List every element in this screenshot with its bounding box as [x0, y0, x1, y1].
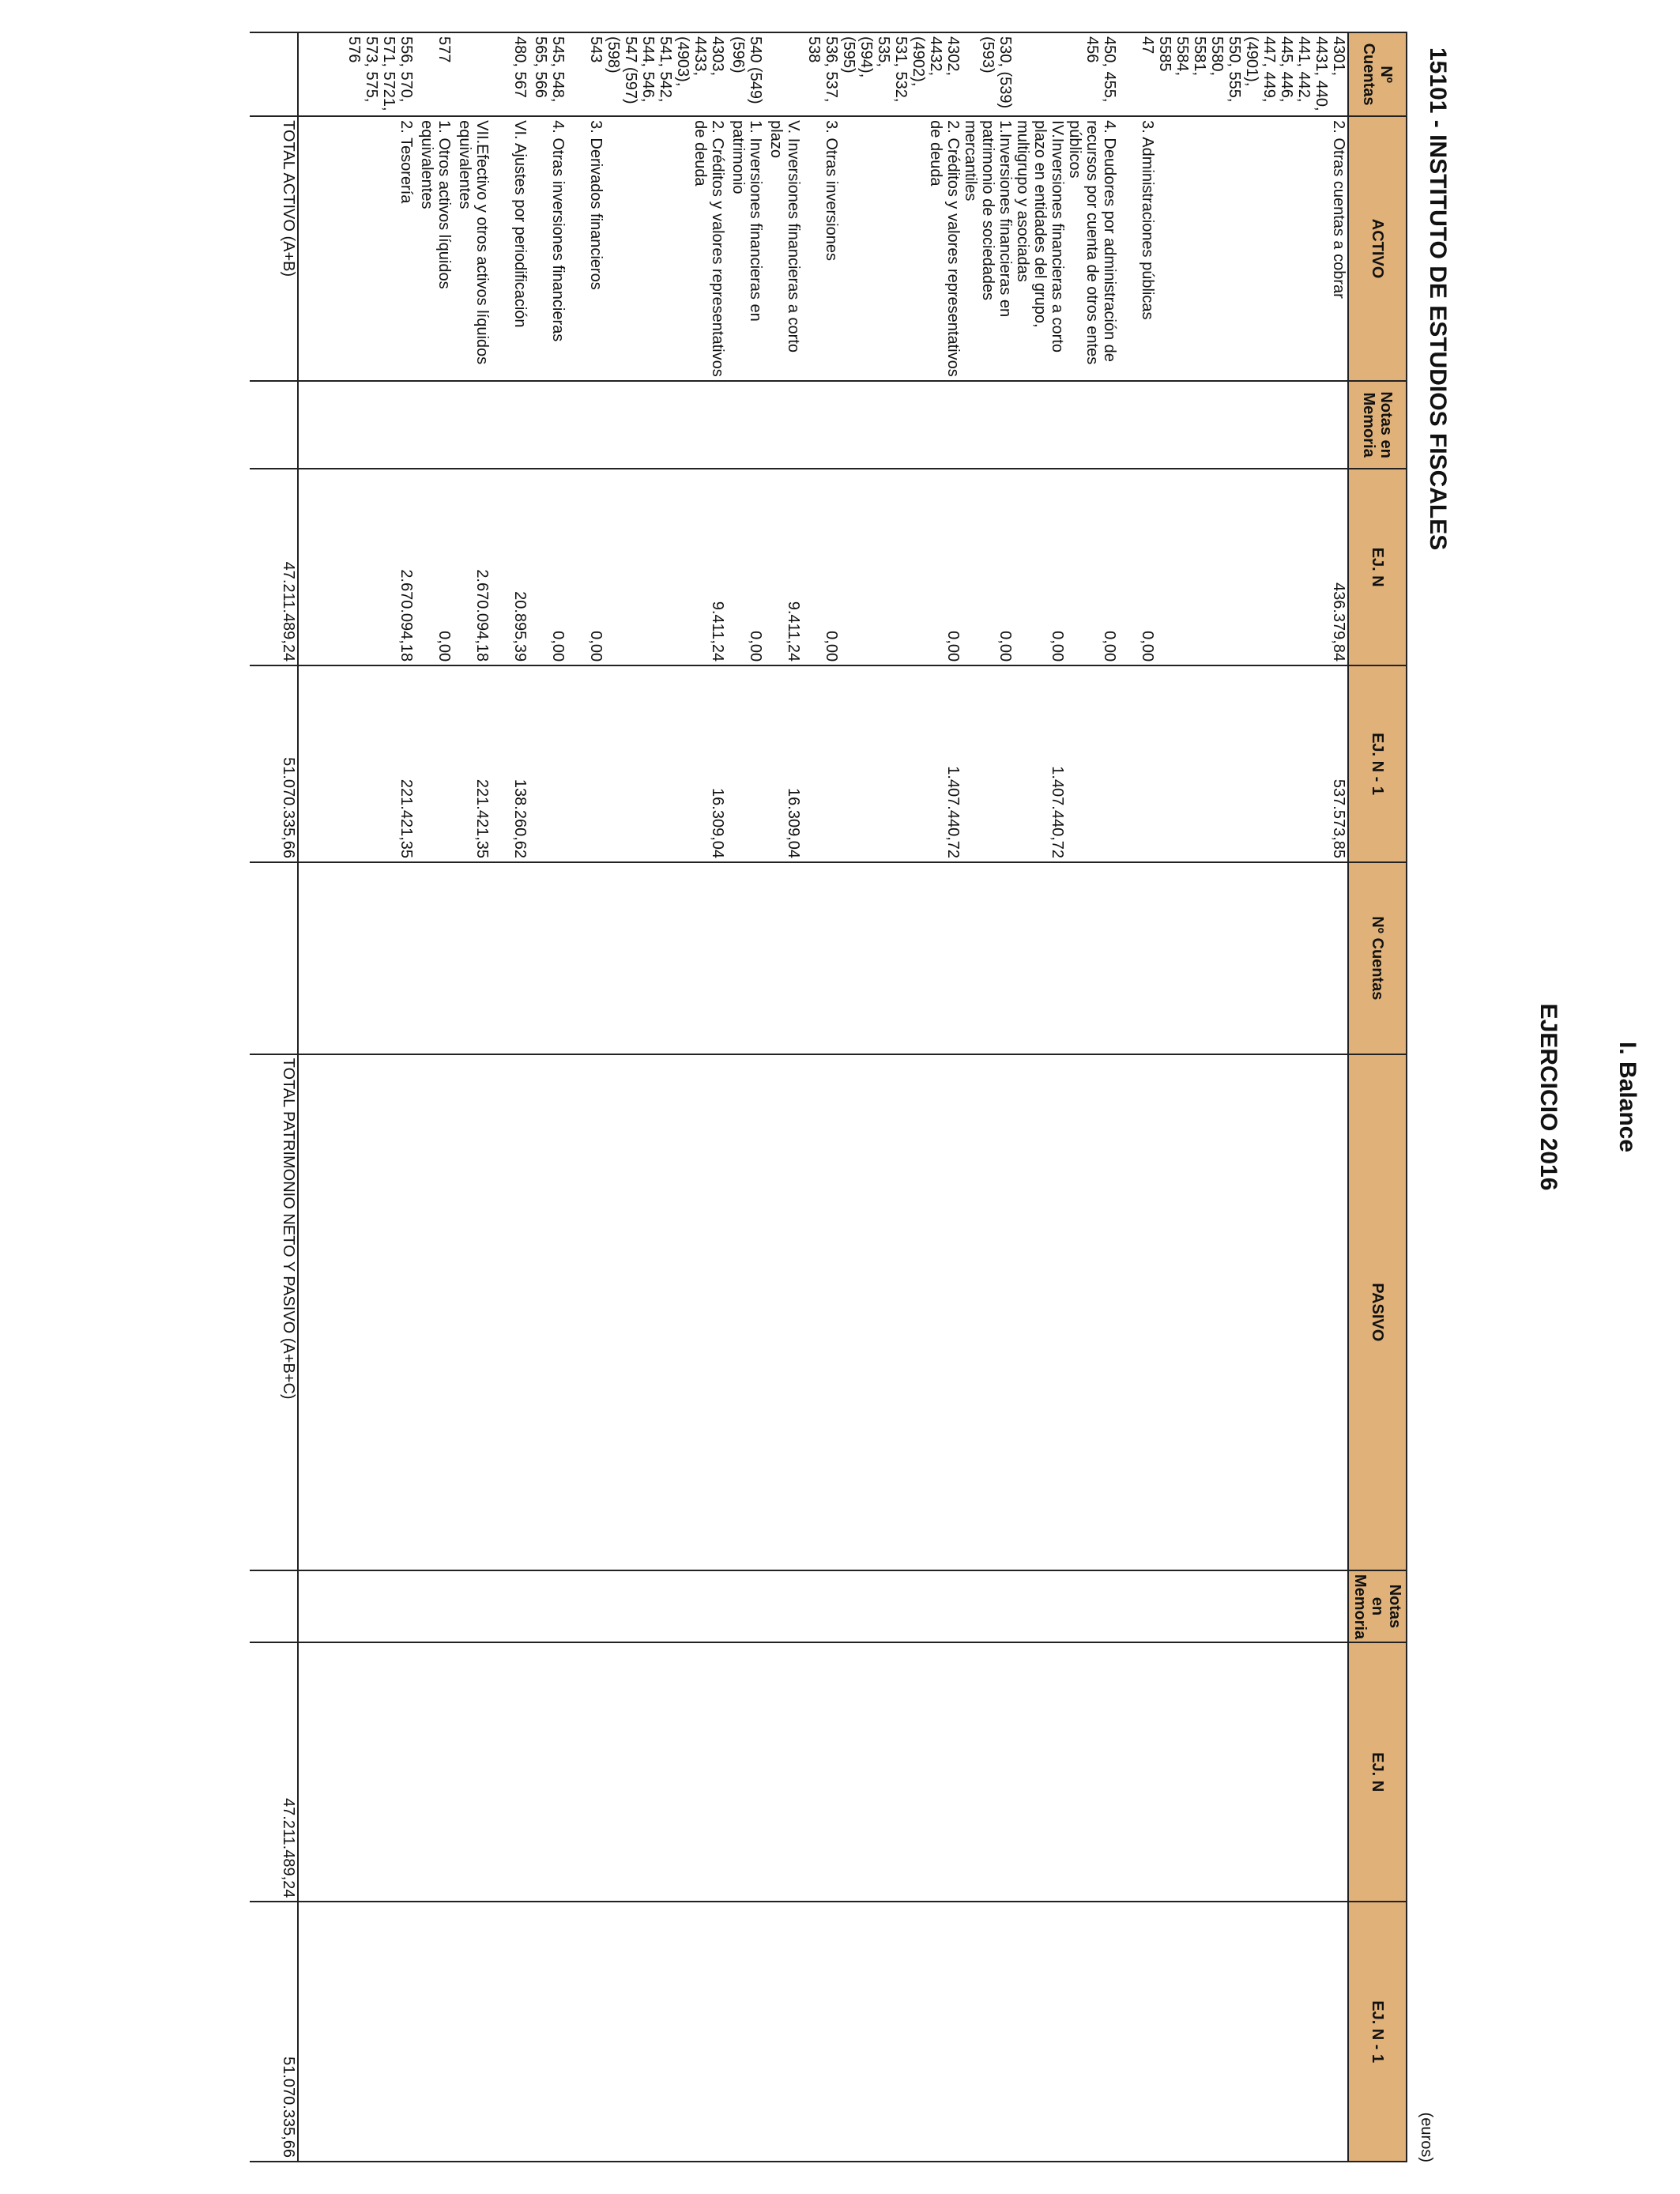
row-ej-n-pasivo [1118, 1642, 1156, 1902]
row-ej-n1-pasivo [1014, 1902, 1066, 2162]
row-ej-n1-pasivo [605, 1902, 726, 2162]
balance-rows [250, 32, 1348, 2162]
row-ej-n: 0,00 [415, 469, 453, 665]
row-cuentas [764, 32, 802, 116]
row-cuentas-pasivo [345, 862, 415, 1054]
total-notas-pasivo [250, 1570, 298, 1642]
row-ej-n1-pasivo [764, 1902, 802, 2162]
row-concepto: VII.Efectivo y otros activos líquidos equivalentes [453, 116, 491, 381]
currency-units: (euros) [1418, 2112, 1435, 2162]
row-ej-n1-pasivo [567, 1902, 605, 2162]
row-ej-n1-pasivo [726, 1902, 764, 2162]
row-ej-n1: 221.421,35 [453, 665, 491, 862]
row-pasivo [529, 1054, 567, 1570]
total-pasivo-n1: 51.070.335,66 [250, 1902, 298, 2162]
filler-cell [298, 116, 345, 381]
row-notas-pasivo [1066, 1570, 1118, 1642]
table-header [1348, 32, 1407, 2162]
filler-cell [298, 381, 345, 469]
row-pasivo [1066, 1054, 1118, 1570]
row-ej-n-pasivo [1014, 1642, 1066, 1902]
row-notas-pasivo [1014, 1570, 1066, 1642]
table-row [726, 32, 764, 2162]
row-notas [415, 381, 453, 469]
row-ej-n-pasivo [726, 1642, 764, 1902]
row-cuentas-pasivo [1156, 862, 1348, 1054]
row-concepto: 4. Otras inversiones financieras [529, 116, 567, 381]
row-pasivo [345, 1054, 415, 1570]
total-activo-label: TOTAL ACTIVO (A+B) [250, 116, 298, 381]
filler-cell [298, 1902, 345, 2162]
row-concepto: 1. Inversiones financieras en patrimonio [726, 116, 764, 381]
row-ej-n-pasivo [605, 1642, 726, 1902]
table-row [840, 32, 962, 2162]
row-cuentas: 450, 455, 456 [1066, 32, 1118, 116]
row-ej-n: 9.411,24 [605, 469, 726, 665]
row-ej-n-pasivo [802, 1642, 840, 1902]
row-ej-n1-pasivo [453, 1902, 491, 2162]
row-notas-pasivo [764, 1570, 802, 1642]
row-concepto: 2. Créditos y valores representativos de deuda [840, 116, 962, 381]
row-notas [529, 381, 567, 469]
row-ej-n: 20.895,39 [491, 469, 529, 665]
fiscal-year-title: EJERCICIO 2016 [1535, 1003, 1561, 1191]
row-ej-n1-pasivo [802, 1902, 840, 2162]
row-notas-pasivo [962, 1570, 1014, 1642]
row-notas [567, 381, 605, 469]
table-row [1066, 32, 1118, 2162]
row-ej-n1-pasivo [1118, 1902, 1156, 2162]
row-ej-n: 0,00 [726, 469, 764, 665]
filler-cell [298, 1054, 345, 1570]
row-pasivo [605, 1054, 726, 1570]
table-row [605, 32, 726, 2162]
total-notas [250, 381, 298, 469]
row-ej-n1 [802, 665, 840, 862]
row-notas-pasivo [491, 1570, 529, 1642]
table-row [962, 32, 1014, 2162]
row-concepto: V. Inversiones financieras a corto plazo [764, 116, 802, 381]
row-concepto: 3. Otras inversiones [802, 116, 840, 381]
row-notas-pasivo [605, 1570, 726, 1642]
row-cuentas-pasivo [764, 862, 802, 1054]
row-concepto: 2. Créditos y valores representativos de deuda [605, 116, 726, 381]
row-ej-n1 [1066, 665, 1118, 862]
row-notas [491, 381, 529, 469]
row-notas [1156, 381, 1348, 469]
col-header-cuentas: Nº Cuentas [1348, 32, 1407, 116]
row-notas-pasivo [415, 1570, 453, 1642]
row-cuentas-pasivo [1014, 862, 1066, 1054]
row-ej-n1: 16.309,04 [605, 665, 726, 862]
col-header-ej-n-pasivo: EJ. N [1348, 1642, 1407, 1902]
row-ej-n: 0,00 [567, 469, 605, 665]
row-notas-pasivo [345, 1570, 415, 1642]
page-title: I. Balance [1614, 1041, 1640, 1153]
row-ej-n-pasivo [840, 1642, 962, 1902]
row-pasivo [726, 1054, 764, 1570]
row-concepto: 2. Otras cuentas a cobrar [1156, 116, 1348, 381]
totals-row [250, 32, 298, 2162]
filler-row [298, 32, 345, 2162]
row-cuentas-pasivo [567, 862, 605, 1054]
row-ej-n1: 537.573,85 [1156, 665, 1348, 862]
filler-cell [298, 1570, 345, 1642]
row-pasivo [962, 1054, 1014, 1570]
row-ej-n: 9.411,24 [764, 469, 802, 665]
row-cuentas-pasivo [802, 862, 840, 1054]
row-notas [726, 381, 764, 469]
row-cuentas-pasivo [415, 862, 453, 1054]
row-pasivo [1118, 1054, 1156, 1570]
row-cuentas: 536, 537, 538 [802, 32, 840, 116]
col-header-cuentas-pasivo: Nº Cuentas [1348, 862, 1407, 1054]
table-row [764, 32, 802, 2162]
filler-cell [298, 1642, 345, 1902]
filler-cell [298, 665, 345, 862]
row-notas [1118, 381, 1156, 469]
row-notas-pasivo [802, 1570, 840, 1642]
row-ej-n-pasivo [345, 1642, 415, 1902]
table-row [345, 32, 415, 2162]
row-ej-n1 [726, 665, 764, 862]
row-notas-pasivo [567, 1570, 605, 1642]
row-cuentas-pasivo [1066, 862, 1118, 1054]
row-cuentas: 577 [415, 32, 453, 116]
row-pasivo [1014, 1054, 1066, 1570]
row-cuentas: 4302, 4432, (4902), 531, 532, 535, (594), (595) [840, 32, 962, 116]
row-ej-n1 [962, 665, 1014, 862]
row-concepto: 1. Otros activos líquidos equivalentes [415, 116, 453, 381]
row-cuentas-pasivo [962, 862, 1014, 1054]
row-cuentas: 540 (549) (596) [726, 32, 764, 116]
row-concepto: 3. Derivados financieros [567, 116, 605, 381]
row-ej-n1-pasivo [415, 1902, 453, 2162]
row-ej-n1: 138.260,62 [491, 665, 529, 862]
row-concepto: 2. Tesorería [345, 116, 415, 381]
table-row [453, 32, 491, 2162]
row-ej-n1-pasivo [491, 1902, 529, 2162]
row-cuentas: 545, 548, 565, 566 [529, 32, 567, 116]
row-ej-n1 [1118, 665, 1156, 862]
row-concepto: VI. Ajustes por periodificación [491, 116, 529, 381]
row-ej-n: 2.670.094,18 [345, 469, 415, 665]
col-header-activo: ACTIVO [1348, 116, 1407, 381]
row-ej-n-pasivo [529, 1642, 567, 1902]
row-notas-pasivo [1156, 1570, 1348, 1642]
filler-cell [298, 32, 345, 116]
row-ej-n-pasivo [453, 1642, 491, 1902]
col-header-ej-n1: EJ. N - 1 [1348, 665, 1407, 862]
row-cuentas: 556, 570, 571, 5721, 573, 575, 576 [345, 32, 415, 116]
row-ej-n1-pasivo [840, 1902, 962, 2162]
row-cuentas-pasivo [1118, 862, 1156, 1054]
col-header-notas-pasivo: Notas en Memoria [1348, 1570, 1407, 1642]
row-notas [345, 381, 415, 469]
row-pasivo [491, 1054, 529, 1570]
row-ej-n-pasivo [1156, 1642, 1348, 1902]
row-ej-n: 0,00 [962, 469, 1014, 665]
row-cuentas: 480, 567 [491, 32, 529, 116]
row-ej-n: 0,00 [1014, 469, 1066, 665]
row-notas [453, 381, 491, 469]
row-ej-n: 0,00 [1066, 469, 1118, 665]
row-ej-n1-pasivo [962, 1902, 1014, 2162]
row-ej-n1-pasivo [1066, 1902, 1118, 2162]
filler-cell [298, 469, 345, 665]
col-header-notas: Notas en Memoria [1348, 381, 1407, 469]
row-notas-pasivo [840, 1570, 962, 1642]
total-cuentas-pasivo [250, 862, 298, 1054]
row-ej-n: 2.670.094,18 [453, 469, 491, 665]
col-header-pasivo: PASIVO [1348, 1054, 1407, 1570]
row-pasivo [453, 1054, 491, 1570]
row-cuentas: 530, (539) (593) [962, 32, 1014, 116]
row-cuentas-pasivo [529, 862, 567, 1054]
row-pasivo [802, 1054, 840, 1570]
row-cuentas-pasivo [840, 862, 962, 1054]
row-ej-n1 [567, 665, 605, 862]
filler-cell [298, 862, 345, 1054]
row-ej-n1: 1.407.440,72 [840, 665, 962, 862]
row-cuentas-pasivo [453, 862, 491, 1054]
row-ej-n1-pasivo [529, 1902, 567, 2162]
row-notas-pasivo [1118, 1570, 1156, 1642]
row-cuentas-pasivo [726, 862, 764, 1054]
row-ej-n: 0,00 [840, 469, 962, 665]
table-row [1014, 32, 1066, 2162]
row-ej-n-pasivo [415, 1642, 453, 1902]
row-concepto: 1.Inversiones financieras en patrimonio de sociedades mercantiles [962, 116, 1014, 381]
total-cuentas [250, 32, 298, 116]
row-ej-n-pasivo [1066, 1642, 1118, 1902]
row-notas [1014, 381, 1066, 469]
row-ej-n1-pasivo [1156, 1902, 1348, 2162]
row-ej-n1-pasivo [345, 1902, 415, 2162]
table-row [529, 32, 567, 2162]
table-row [491, 32, 529, 2162]
row-ej-n-pasivo [764, 1642, 802, 1902]
table-row [415, 32, 453, 2162]
row-ej-n-pasivo [567, 1642, 605, 1902]
row-ej-n: 436.379,84 [1156, 469, 1348, 665]
row-cuentas: 47 [1118, 32, 1156, 116]
total-activo-n1: 51.070.335,66 [250, 665, 298, 862]
row-ej-n: 0,00 [1118, 469, 1156, 665]
row-notas [605, 381, 726, 469]
row-concepto: IV.Inversiones financieras a corto plazo en entidades del grupo, multigrupo y asociadas [1014, 116, 1066, 381]
row-ej-n-pasivo [962, 1642, 1014, 1902]
row-concepto: 3. Administraciones públicas [1118, 116, 1156, 381]
row-pasivo [415, 1054, 453, 1570]
row-notas-pasivo [726, 1570, 764, 1642]
row-notas [802, 381, 840, 469]
row-notas-pasivo [529, 1570, 567, 1642]
col-header-ej-n: EJ. N [1348, 469, 1407, 665]
table-row [1118, 32, 1156, 2162]
col-header-ej-n1-pasivo: EJ. N - 1 [1348, 1902, 1407, 2162]
row-ej-n1: 221.421,35 [345, 665, 415, 862]
row-cuentas [1014, 32, 1066, 116]
row-notas [1066, 381, 1118, 469]
row-pasivo [764, 1054, 802, 1570]
row-notas [764, 381, 802, 469]
row-pasivo [567, 1054, 605, 1570]
row-ej-n1 [529, 665, 567, 862]
row-ej-n-pasivo [491, 1642, 529, 1902]
entity-name: 15101 - INSTITUTO DE ESTUDIOS FISCALES [1425, 47, 1451, 551]
row-cuentas-pasivo [491, 862, 529, 1054]
row-ej-n1: 1.407.440,72 [1014, 665, 1066, 862]
row-ej-n: 0,00 [802, 469, 840, 665]
table-row [567, 32, 605, 2162]
row-ej-n1 [415, 665, 453, 862]
row-ej-n: 0,00 [529, 469, 567, 665]
total-activo-n: 47.211.489,24 [250, 469, 298, 665]
total-pasivo-label: TOTAL PATRIMONIO NETO Y PASIVO (A+B+C) [250, 1054, 298, 1570]
row-cuentas: 4303, 4433, (4903), 541, 542, 544, 546, 547 (597) (598) [605, 32, 726, 116]
table-row [1156, 32, 1348, 2162]
row-cuentas: 4301, 4431, 440, 441, 442, 445, 446, 447, 449, (4901), 550, 555, 5580, 5581, 5584, 5585 [1156, 32, 1348, 116]
row-cuentas: 543 [567, 32, 605, 116]
row-ej-n1: 16.309,04 [764, 665, 802, 862]
row-pasivo [1156, 1054, 1348, 1570]
row-notas-pasivo [453, 1570, 491, 1642]
balance-table [250, 32, 1407, 2162]
row-cuentas-pasivo [605, 862, 726, 1054]
table-row [802, 32, 840, 2162]
row-notas [840, 381, 962, 469]
row-concepto: 4. Deudores por administración de recursos por cuenta de otros entes públicos [1066, 116, 1118, 381]
total-pasivo-n: 47.211.489,24 [250, 1642, 298, 1902]
row-notas [962, 381, 1014, 469]
row-cuentas [453, 32, 491, 116]
row-pasivo [840, 1054, 962, 1570]
